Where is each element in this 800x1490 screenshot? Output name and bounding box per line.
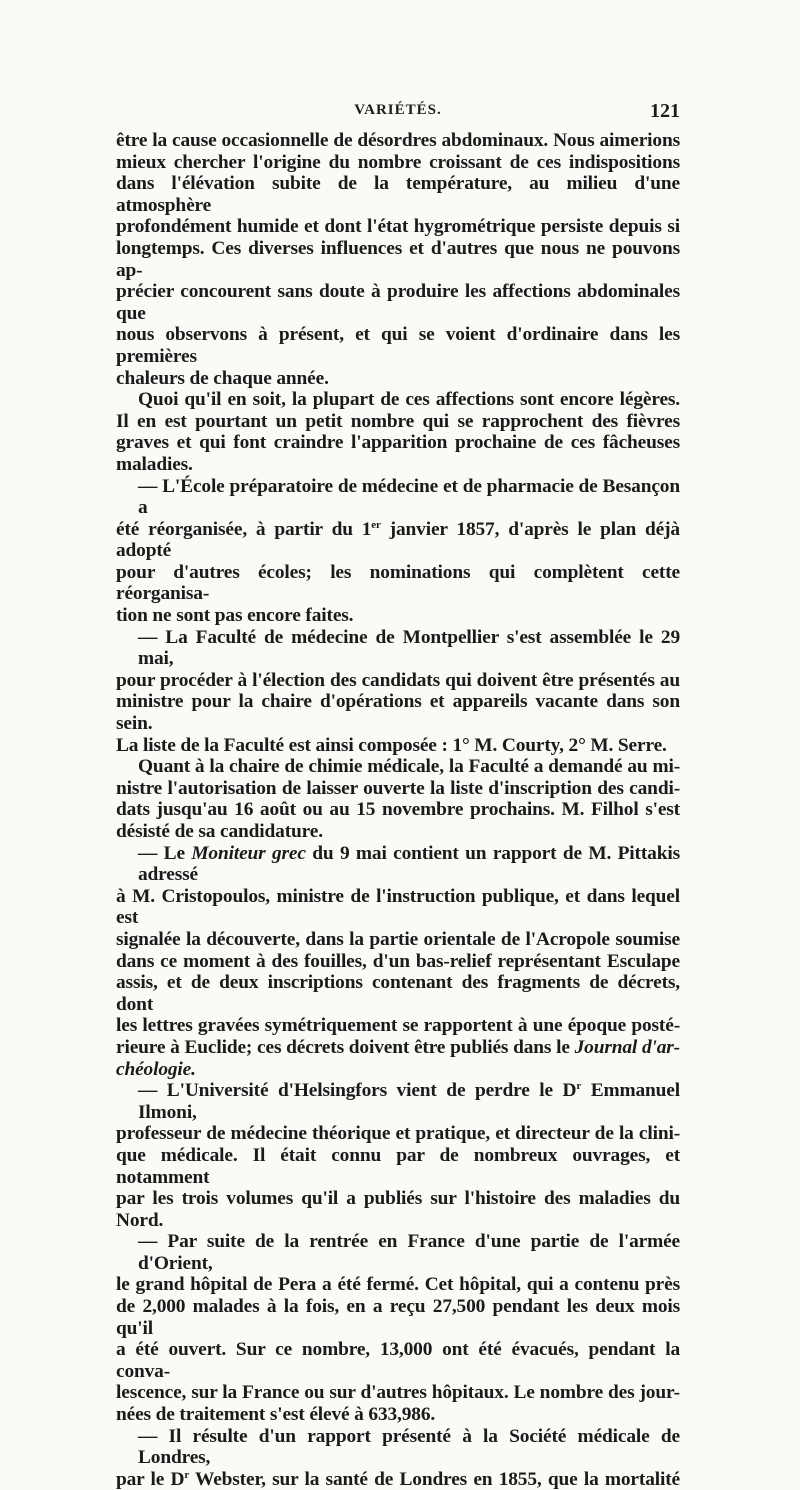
text-line: — La Faculté de médecine de Montpellier s'est assemblée le 29 mai, bbox=[138, 626, 680, 670]
paragraph-8 bbox=[116, 1231, 680, 1425]
text-line: de 2,000 malades à la fois, en a reçu 27,500 pendant les deux mois qu'il bbox=[116, 1296, 680, 1339]
text-line: — L'Université d'Helsingfors vient de perdre le $D^r$ Emmanuel Ilmoni, bbox=[138, 1080, 680, 1123]
journal-title: Journal d'ar- bbox=[574, 1036, 680, 1058]
text-line: a été ouvert. Sur ce nombre, 13,000 ont été évacués, pendant la conva- bbox=[116, 1339, 680, 1382]
text-line: rieure à Euclide; ces décrets doivent être publiés dans le Journal d'ar- bbox=[116, 1036, 680, 1058]
text-line: — Il résulte d'un rapport présenté à la Société médicale de Londres, bbox=[138, 1425, 680, 1469]
page-number: 121 bbox=[650, 100, 680, 122]
text-line: signalée la découverte, dans la partie orientale de l'Acropole soumise bbox=[116, 928, 680, 950]
text-line: par les trois volumes qu'il a publiés sur l'histoire des maladies du bbox=[116, 1188, 680, 1210]
text-line: graves et qui font craindre l'apparition prochaine de ces fâcheuses bbox=[116, 432, 680, 454]
text-line: nées de traitement s'est élevé à 633,986. bbox=[116, 1404, 436, 1426]
text-line: Quoi qu'il en soit, la plupart de ces affections sont encore légères. bbox=[138, 389, 680, 411]
text-line: dats jusqu'au 16 août ou au 15 novembre prochains. M. Filhol s'est bbox=[116, 799, 680, 821]
paragraph-3 bbox=[116, 476, 680, 627]
text-line: dans ce moment à des fouilles, d'un bas-relief représentant Esculape bbox=[116, 950, 680, 972]
text-line: Nord. bbox=[116, 1209, 164, 1231]
text-line: désisté de sa candidature. bbox=[116, 821, 323, 842]
text-line: lescence, sur la France ou sur d'autres hôpitaux. Le nombre des jour- bbox=[116, 1382, 680, 1404]
text-line: professeur de médecine théorique et pratique, et directeur de la clini- bbox=[116, 1123, 680, 1145]
text-line: à M. Cristopoulos, ministre de l'instruction publique, et dans lequel est bbox=[116, 885, 680, 929]
paragraph-4 bbox=[116, 627, 680, 757]
paragraph-9 bbox=[116, 1426, 680, 1490]
text-line: que médicale. Il était connu par de nombreux ouvrages, et notamment bbox=[116, 1144, 680, 1188]
text-line: chéologie. bbox=[116, 1058, 196, 1080]
text-line: été réorganisée, à partir du 1er janvier 1857, d'après le plan déjà adopté bbox=[116, 518, 680, 562]
paragraph-6 bbox=[116, 843, 680, 1081]
paragraph-7 bbox=[116, 1080, 680, 1231]
text-line: dans l'élévation subite de la température, au milieu d'une atmosphère bbox=[116, 173, 680, 216]
text-line: précier concourent sans doute à produire les affections abdominales que bbox=[116, 281, 680, 324]
text-line: nistre l'autorisation de laisser ouverte la liste d'inscription des candi- bbox=[116, 777, 680, 799]
text-line: profondément humide et dont l'état hygrométrique persiste depuis si bbox=[116, 216, 680, 238]
text-line: ministre pour la chaire d'opérations et appareils vacante dans son sein. bbox=[116, 691, 680, 735]
text-line: par le $D^r$ Webster, sur la santé de Londres en 1855, que la mortalité bbox=[116, 1468, 680, 1490]
paragraph-2 bbox=[116, 389, 680, 475]
text-line: assis, et de deux inscriptions contenant des fragments de décrets, dont bbox=[116, 972, 680, 1015]
body-text bbox=[116, 130, 680, 1490]
text-line: être la cause occasionnelle de désordres abdominaux. Nous aimerions bbox=[116, 130, 680, 151]
running-head: VARIÉTÉS. bbox=[354, 102, 442, 118]
text-line: — Par suite de la rentrée en France d'une partie de l'armée d'Orient, bbox=[138, 1231, 680, 1274]
page-header bbox=[116, 102, 680, 126]
text-line: tion ne sont pas encore faites. bbox=[116, 605, 354, 627]
paragraph-5 bbox=[116, 756, 680, 842]
text-line: chaleurs de chaque année. bbox=[116, 367, 329, 389]
text-line: le grand hôpital de Pera a été fermé. Cet hôpital, qui a contenu près bbox=[116, 1274, 680, 1296]
journal-title: Moniteur grec bbox=[191, 842, 306, 864]
text-line: — L'École préparatoire de médecine et de pharmacie de Besançon a bbox=[138, 475, 680, 519]
text-line: pour procéder à l'élection des candidats qui doivent être présentés au bbox=[116, 669, 680, 691]
text-line: nous observons à présent, et qui se voient d'ordinaire dans les premières bbox=[116, 324, 680, 367]
text-line: mieux chercher l'origine du nombre croissant de ces indispositions bbox=[116, 151, 680, 173]
text-line: maladies. bbox=[116, 453, 193, 475]
text-line: les lettres gravées symétriquement se rapportent à une époque posté- bbox=[116, 1015, 680, 1037]
text-line: La liste de la Faculté est ainsi composée : 1° M. Courty, 2° M. Serre. bbox=[116, 734, 667, 756]
text-line: pour d'autres écoles; les nominations qui complètent cette réorganisa- bbox=[116, 561, 680, 605]
text-line: — Le Moniteur grec du 9 mai contient un rapport de M. Pittakis adressé bbox=[138, 842, 680, 886]
text-line: longtemps. Ces diverses influences et d'autres que nous ne pouvons ap- bbox=[116, 237, 680, 281]
text-line: Il en est pourtant un petit nombre qui se rapprochent des fièvres bbox=[116, 410, 680, 432]
paragraph-1 bbox=[116, 130, 680, 389]
text-line: Quant à la chaire de chimie médicale, la Faculté a demandé au mi- bbox=[138, 756, 680, 778]
